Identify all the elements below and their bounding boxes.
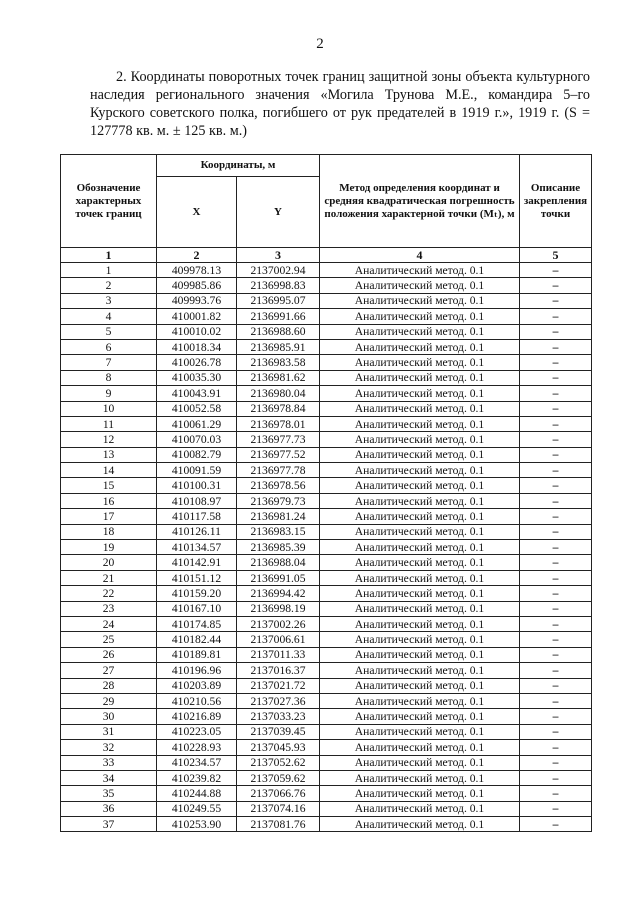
x-coordinate-cell: 410043.91 [157,386,237,401]
y-coordinate-cell: 2137016.37 [237,663,320,678]
column-number: 4 [320,248,520,263]
method-cell: Аналитический метод. 0.1 [320,801,520,816]
x-coordinate-cell: 410126.11 [157,524,237,539]
y-coordinate-cell: 2136994.42 [237,586,320,601]
point-number-cell: 17 [61,509,157,524]
y-coordinate-cell: 2137052.62 [237,755,320,770]
y-coordinate-cell: 2137011.33 [237,647,320,662]
description-cell: – [520,740,592,755]
method-cell: Аналитический метод. 0.1 [320,616,520,631]
method-cell: Аналитический метод. 0.1 [320,755,520,770]
x-coordinate-cell: 410239.82 [157,770,237,785]
description-cell: – [520,447,592,462]
method-cell: Аналитический метод. 0.1 [320,586,520,601]
point-number-cell: 35 [61,786,157,801]
point-number-cell: 4 [61,309,157,324]
description-cell: – [520,570,592,585]
description-cell: – [520,339,592,354]
table-row [61,786,592,801]
y-coordinate-cell: 2136977.52 [237,447,320,462]
description-cell: – [520,678,592,693]
method-cell: Аналитический метод. 0.1 [320,540,520,555]
x-coordinate-cell: 410142.91 [157,555,237,570]
y-coordinate-cell: 2136988.60 [237,324,320,339]
description-cell: – [520,647,592,662]
point-number-cell: 7 [61,355,157,370]
method-cell: Аналитический метод. 0.1 [320,463,520,478]
table-row [61,755,592,770]
description-cell: – [520,355,592,370]
method-cell: Аналитический метод. 0.1 [320,509,520,524]
method-cell: Аналитический метод. 0.1 [320,632,520,647]
x-coordinate-cell: 410167.10 [157,601,237,616]
table-row [61,401,592,416]
description-cell: – [520,601,592,616]
point-number-cell: 31 [61,724,157,739]
method-cell: Аналитический метод. 0.1 [320,416,520,431]
point-number-cell: 9 [61,386,157,401]
point-number-cell: 6 [61,339,157,354]
method-cell: Аналитический метод. 0.1 [320,401,520,416]
description-cell: – [520,524,592,539]
y-coordinate-cell: 2136983.15 [237,524,320,539]
method-cell: Аналитический метод. 0.1 [320,709,520,724]
table-row [61,370,592,385]
x-coordinate-cell: 409985.86 [157,278,237,293]
description-cell: – [520,263,592,278]
point-number-cell: 2 [61,278,157,293]
method-cell: Аналитический метод. 0.1 [320,817,520,832]
table-body [61,263,592,832]
method-cell: Аналитический метод. 0.1 [320,493,520,508]
table-row [61,616,592,631]
description-cell: – [520,770,592,785]
x-coordinate-cell: 410223.05 [157,724,237,739]
y-coordinate-cell: 2136977.78 [237,463,320,478]
description-cell: – [520,801,592,816]
point-number-cell: 11 [61,416,157,431]
x-coordinate-cell: 410196.96 [157,663,237,678]
x-coordinate-cell: 410035.30 [157,370,237,385]
description-cell: – [520,586,592,601]
y-coordinate-cell: 2137039.45 [237,724,320,739]
description-cell: – [520,386,592,401]
y-coordinate-cell: 2136998.83 [237,278,320,293]
method-cell: Аналитический метод. 0.1 [320,524,520,539]
x-coordinate-cell: 410134.57 [157,540,237,555]
y-coordinate-cell: 2137081.76 [237,817,320,832]
x-coordinate-cell: 410117.58 [157,509,237,524]
point-number-cell: 16 [61,493,157,508]
point-number-cell: 10 [61,401,157,416]
point-number-cell: 12 [61,432,157,447]
point-number-cell: 36 [61,801,157,816]
table-row [61,478,592,493]
header-description: Описание закрепления точки [520,155,592,248]
table-row [61,493,592,508]
method-cell: Аналитический метод. 0.1 [320,309,520,324]
table-row [61,339,592,354]
point-number-cell: 24 [61,616,157,631]
table-row [61,324,592,339]
method-cell: Аналитический метод. 0.1 [320,432,520,447]
description-cell: – [520,324,592,339]
x-coordinate-cell: 410082.79 [157,447,237,462]
y-coordinate-cell: 2136998.19 [237,601,320,616]
table-row [61,770,592,785]
intro-paragraph [90,68,590,140]
x-coordinate-cell: 410203.89 [157,678,237,693]
description-cell: – [520,755,592,770]
method-cell: Аналитический метод. 0.1 [320,447,520,462]
table-row [61,586,592,601]
method-cell: Аналитический метод. 0.1 [320,263,520,278]
x-coordinate-cell: 410234.57 [157,755,237,770]
method-cell: Аналитический метод. 0.1 [320,339,520,354]
x-coordinate-cell: 410174.85 [157,616,237,631]
y-coordinate-cell: 2136988.04 [237,555,320,570]
y-coordinate-cell: 2136985.91 [237,339,320,354]
method-cell: Аналитический метод. 0.1 [320,386,520,401]
y-coordinate-cell: 2136979.73 [237,493,320,508]
y-coordinate-cell: 2136985.39 [237,540,320,555]
point-number-cell: 1 [61,263,157,278]
description-cell: – [520,724,592,739]
method-cell: Аналитический метод. 0.1 [320,770,520,785]
point-number-cell: 26 [61,647,157,662]
x-coordinate-cell: 410151.12 [157,570,237,585]
method-cell: Аналитический метод. 0.1 [320,724,520,739]
point-number-cell: 21 [61,570,157,585]
header-coordinates: Координаты, м [157,155,320,177]
table-row [61,463,592,478]
description-cell: – [520,632,592,647]
description-cell: – [520,493,592,508]
y-coordinate-cell: 2136981.24 [237,509,320,524]
table-row [61,555,592,570]
x-coordinate-cell: 410253.90 [157,817,237,832]
description-cell: – [520,709,592,724]
description-cell: – [520,432,592,447]
table-row [61,647,592,662]
point-number-cell: 37 [61,817,157,832]
description-cell: – [520,416,592,431]
x-coordinate-cell: 410026.78 [157,355,237,370]
x-coordinate-cell: 410091.59 [157,463,237,478]
y-coordinate-cell: 2137027.36 [237,693,320,708]
y-coordinate-cell: 2137033.23 [237,709,320,724]
column-number: 1 [61,248,157,263]
point-number-cell: 25 [61,632,157,647]
header-method: Метод определения координат и средняя квадратическая погрешность положения характерной точки (Mₜ), м [320,155,520,248]
table-row [61,386,592,401]
y-coordinate-cell: 2137066.76 [237,786,320,801]
point-number-cell: 28 [61,678,157,693]
table-row [61,663,592,678]
point-number-cell: 5 [61,324,157,339]
table-row [61,601,592,616]
y-coordinate-cell: 2136978.01 [237,416,320,431]
point-number-cell: 32 [61,740,157,755]
x-coordinate-cell: 410052.58 [157,401,237,416]
table-row [61,309,592,324]
point-number-cell: 29 [61,693,157,708]
intro-text: 2. Координаты поворотных точек границ защитной зоны объекта культурного наследия регионального значения «Могила Трунова М.Е., командира 5–го Курского советского полка, погибшего от рук предателей в 1919 г.», 1919 г. (S = 127778 кв. м. ± 125 кв. м.) [90,69,590,139]
table-row [61,801,592,816]
description-cell: – [520,616,592,631]
description-cell: – [520,663,592,678]
y-coordinate-cell: 2137002.26 [237,616,320,631]
point-number-cell: 19 [61,540,157,555]
x-coordinate-cell: 410182.44 [157,632,237,647]
x-coordinate-cell: 410228.93 [157,740,237,755]
y-coordinate-cell: 2136995.07 [237,293,320,308]
header-x: X [157,177,237,248]
point-number-cell: 13 [61,447,157,462]
x-coordinate-cell: 410210.56 [157,693,237,708]
x-coordinate-cell: 410100.31 [157,478,237,493]
column-number: 2 [157,248,237,263]
x-coordinate-cell: 410061.29 [157,416,237,431]
y-coordinate-cell: 2137059.62 [237,770,320,785]
description-cell: – [520,509,592,524]
x-coordinate-cell: 409978.13 [157,263,237,278]
point-number-cell: 14 [61,463,157,478]
y-coordinate-cell: 2137045.93 [237,740,320,755]
y-coordinate-cell: 2136991.66 [237,309,320,324]
x-coordinate-cell: 410249.55 [157,801,237,816]
description-cell: – [520,463,592,478]
x-coordinate-cell: 410189.81 [157,647,237,662]
y-coordinate-cell: 2136983.58 [237,355,320,370]
point-number-cell: 33 [61,755,157,770]
table-row [61,570,592,585]
header-y: Y [237,177,320,248]
point-number-cell: 8 [61,370,157,385]
table-row [61,416,592,431]
method-cell: Аналитический метод. 0.1 [320,570,520,585]
method-cell: Аналитический метод. 0.1 [320,293,520,308]
point-number-cell: 15 [61,478,157,493]
description-cell: – [520,401,592,416]
point-number-cell: 18 [61,524,157,539]
method-cell: Аналитический метод. 0.1 [320,601,520,616]
y-coordinate-cell: 2137006.61 [237,632,320,647]
y-coordinate-cell: 2137074.16 [237,801,320,816]
point-number-cell: 34 [61,770,157,785]
y-coordinate-cell: 2137021.72 [237,678,320,693]
table-row [61,632,592,647]
point-number-cell: 20 [61,555,157,570]
header-point-designation: Обозначение характерных точек границ [61,155,157,248]
x-coordinate-cell: 410108.97 [157,493,237,508]
method-cell: Аналитический метод. 0.1 [320,647,520,662]
method-cell: Аналитический метод. 0.1 [320,355,520,370]
method-cell: Аналитический метод. 0.1 [320,324,520,339]
description-cell: – [520,309,592,324]
description-cell: – [520,693,592,708]
y-coordinate-cell: 2136981.62 [237,370,320,385]
table-row [61,524,592,539]
table-row [61,432,592,447]
table-row [61,509,592,524]
table-row [61,740,592,755]
page-number: 2 [316,36,324,52]
method-cell: Аналитический метод. 0.1 [320,370,520,385]
x-coordinate-cell: 410070.03 [157,432,237,447]
column-number: 5 [520,248,592,263]
table-row [61,293,592,308]
point-number-cell: 3 [61,293,157,308]
method-cell: Аналитический метод. 0.1 [320,663,520,678]
description-cell: – [520,278,592,293]
x-coordinate-cell: 410244.88 [157,786,237,801]
x-coordinate-cell: 410159.20 [157,586,237,601]
y-coordinate-cell: 2136978.84 [237,401,320,416]
point-number-cell: 27 [61,663,157,678]
table-row [61,817,592,832]
method-cell: Аналитический метод. 0.1 [320,693,520,708]
x-coordinate-cell: 410216.89 [157,709,237,724]
x-coordinate-cell: 410001.82 [157,309,237,324]
method-cell: Аналитический метод. 0.1 [320,555,520,570]
y-coordinate-cell: 2136977.73 [237,432,320,447]
y-coordinate-cell: 2136978.56 [237,478,320,493]
x-coordinate-cell: 409993.76 [157,293,237,308]
coordinates-table [60,154,592,832]
table-row [61,678,592,693]
table-row [61,355,592,370]
x-coordinate-cell: 410018.34 [157,339,237,354]
y-coordinate-cell: 2136980.04 [237,386,320,401]
method-cell: Аналитический метод. 0.1 [320,786,520,801]
x-coordinate-cell: 410010.02 [157,324,237,339]
point-number-cell: 23 [61,601,157,616]
description-cell: – [520,370,592,385]
table-row [61,540,592,555]
method-cell: Аналитический метод. 0.1 [320,478,520,493]
table-row [61,709,592,724]
column-number: 3 [237,248,320,263]
point-number-cell: 22 [61,586,157,601]
method-cell: Аналитический метод. 0.1 [320,678,520,693]
y-coordinate-cell: 2137002.94 [237,263,320,278]
description-cell: – [520,293,592,308]
y-coordinate-cell: 2136991.05 [237,570,320,585]
table-row [61,278,592,293]
table-row [61,263,592,278]
table-row [61,447,592,462]
table-row [61,693,592,708]
method-cell: Аналитический метод. 0.1 [320,278,520,293]
description-cell: – [520,555,592,570]
table-row [61,724,592,739]
method-cell: Аналитический метод. 0.1 [320,740,520,755]
description-cell: – [520,786,592,801]
point-number-cell: 30 [61,709,157,724]
description-cell: – [520,540,592,555]
description-cell: – [520,817,592,832]
description-cell: – [520,478,592,493]
